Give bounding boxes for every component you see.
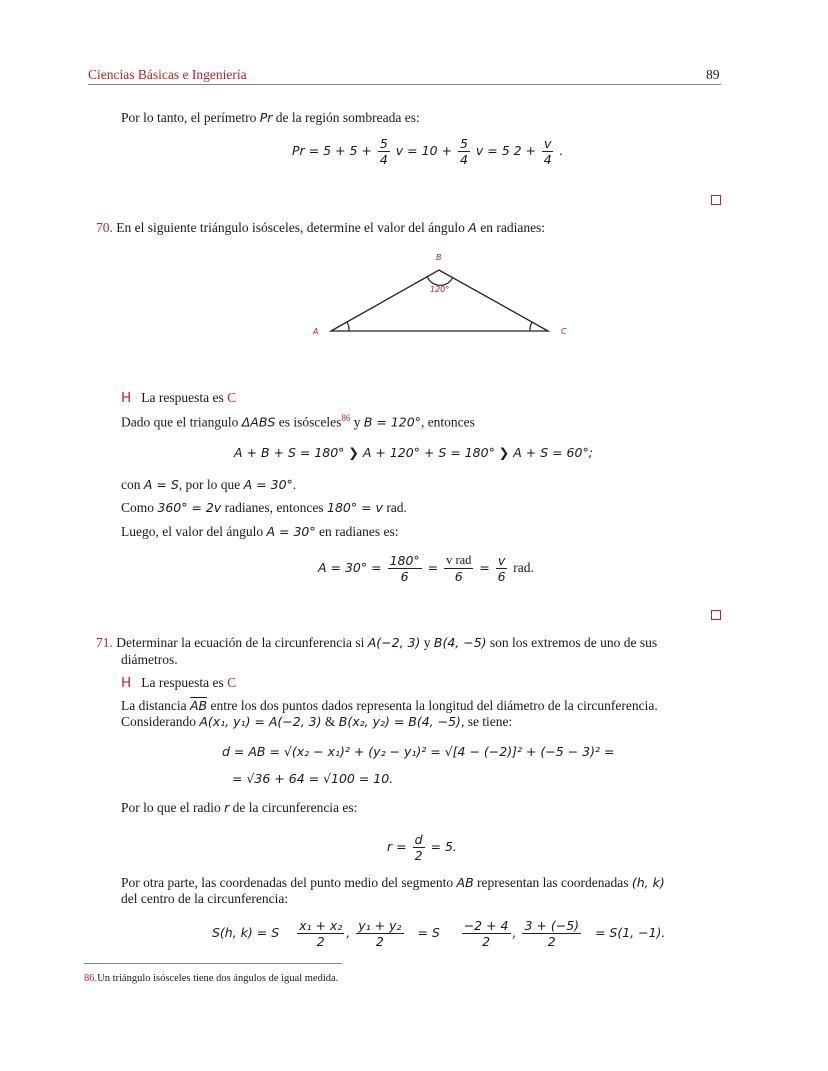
text: de la región sombreada es:	[272, 110, 420, 125]
answer-marker-icon: H	[121, 675, 132, 691]
text: de la circunferencia es:	[229, 800, 358, 815]
fraction	[297, 918, 344, 949]
p71-midpoint-intro	[121, 875, 665, 891]
running-header-title: Ciencias Básicas e Ingeniería	[88, 67, 247, 82]
text: .	[292, 477, 297, 492]
math: AB	[456, 875, 474, 890]
p71-radius-equation	[387, 832, 457, 863]
math: ΔABS	[241, 414, 276, 430]
denominator: 4	[543, 152, 552, 167]
fraction	[458, 136, 470, 167]
problem-70-statement	[96, 220, 545, 236]
text: Determinar la ecuación de la circunferencia si	[116, 635, 368, 650]
text: son los extremos de uno de sus	[486, 635, 658, 650]
text: con	[121, 477, 144, 492]
p71-distance-equation-line2: = √36 + 64 = √100 = 10.	[232, 771, 394, 786]
text: Por otra parte, las coordenadas del punto medio del segmento	[121, 875, 457, 890]
footnote	[84, 973, 338, 984]
p70-line2	[121, 477, 296, 493]
text: en radianes es:	[315, 524, 399, 539]
p70-line1	[121, 413, 475, 431]
math-var: A	[468, 220, 477, 235]
text: , se tiene:	[460, 714, 513, 729]
p70-angle-sum-equation: A + B + S = 180° ❯ A + 120° + S = 180° ❯ A + S = 60°;	[234, 445, 593, 460]
p70-line4	[121, 524, 398, 540]
eq-part: v = 10 +	[395, 143, 452, 158]
numerator: 5	[459, 136, 468, 151]
text: , por lo que	[178, 477, 244, 492]
denominator: 6	[497, 569, 506, 584]
denominator: 2	[482, 934, 491, 949]
text: Por lo tanto, el perímetro	[121, 110, 260, 125]
math: 360° = 2v	[157, 500, 222, 515]
perimeter-intro	[121, 110, 420, 126]
problem-number: 71.	[96, 635, 113, 650]
text: Considerando	[121, 714, 200, 729]
label-c: C	[561, 327, 567, 336]
problem-70-answer	[121, 390, 236, 406]
text: &	[321, 714, 339, 729]
qed-square-icon	[711, 610, 721, 620]
eq-part: = 5.	[430, 839, 457, 854]
math: B = 120°	[363, 414, 421, 430]
text: La distancia	[121, 698, 190, 713]
label-angle-120: 120°	[430, 285, 450, 294]
footnote-number: 86.	[84, 973, 98, 984]
text: es isósceles	[275, 414, 342, 430]
numerator: 3 + (−5)	[524, 918, 580, 933]
eq-part: A = 30° =	[318, 560, 382, 575]
numerator: v	[497, 553, 506, 568]
text: y	[420, 635, 434, 650]
p70-line3	[121, 500, 407, 516]
problem-71-statement	[96, 635, 657, 651]
eq-part: .	[559, 143, 564, 158]
p71-radius-intro	[121, 800, 357, 816]
fraction	[522, 918, 581, 949]
eq-part: S(h, k) = S	[212, 925, 280, 940]
denominator: 4	[379, 152, 388, 167]
text: , entonces	[420, 414, 475, 430]
math-var: Pr	[259, 110, 273, 125]
problem-71-answer	[121, 675, 236, 691]
label-b: B	[436, 253, 442, 262]
header-rule	[88, 84, 721, 85]
problem-71-statement-line2: diámetros.	[121, 652, 178, 667]
text: Por lo que el radio	[121, 800, 225, 815]
text: Luego, el valor del ángulo	[121, 524, 267, 539]
text: radianes, entonces	[221, 500, 327, 515]
p71-para1	[121, 698, 658, 714]
denominator: 2	[547, 934, 556, 949]
text: en radianes:	[476, 220, 546, 235]
math: A = S	[143, 477, 179, 492]
math: r	[224, 800, 230, 815]
text: Como	[121, 500, 158, 515]
footnote-rule	[84, 963, 342, 964]
denominator: 2	[316, 934, 325, 949]
answer-letter: C	[227, 675, 237, 690]
angle-b-arc	[427, 276, 453, 285]
text: rad.	[382, 500, 407, 515]
angle-c-arc	[530, 322, 532, 331]
math: (h, k)	[631, 875, 665, 890]
problem-number: 70.	[96, 220, 113, 235]
numerator: v rad	[446, 553, 472, 567]
fraction	[542, 136, 553, 167]
fraction	[356, 918, 403, 949]
text: representan las coordenadas	[473, 875, 632, 890]
eq-part: = S(1, −1).	[594, 925, 666, 940]
page-number: 89	[706, 67, 720, 82]
fraction	[462, 918, 511, 949]
p70-radian-equation: A = 30° = $\frac{180^\circ}{6}$ = $\frac{\text{v rad}}{6}$ = $\frac{v}{6}$ rad.	[318, 553, 534, 584]
text: y	[350, 414, 364, 430]
math: $\overline{AB}$	[189, 698, 208, 713]
fraction	[496, 553, 507, 584]
denominator: 2	[414, 848, 423, 863]
math: A = 30°	[266, 524, 316, 539]
eq-part: = S	[417, 925, 440, 940]
numerator: d	[414, 832, 423, 847]
p71-para2	[121, 714, 512, 730]
eq-part: Pr = 5 + 5 +	[292, 143, 372, 158]
math: B(x₂, y₂) = B(4, −5)	[338, 714, 461, 729]
angle-a-arc	[347, 322, 349, 331]
triangle-shape	[331, 270, 548, 331]
denominator: 6	[400, 569, 409, 584]
math: A(−2, 3)	[367, 635, 421, 650]
numerator: y₁ + y₂	[358, 918, 402, 933]
text: La respuesta es	[141, 390, 228, 405]
eq-part: v = 5 2 +	[475, 143, 537, 158]
eq-part: r =	[387, 839, 407, 854]
footnote-ref[interactable]: 86	[341, 413, 351, 423]
answer-letter: C	[227, 390, 237, 405]
p71-midpoint-intro-line2: del centro de la circunferencia:	[121, 891, 289, 906]
text: La respuesta es	[141, 675, 228, 690]
numerator: −2 + 4	[463, 918, 509, 933]
math: A = 30°	[243, 477, 293, 492]
p71-distance-equation-line1: d = AB = √(x₂ − x₁)² + (y₂ − y₁)² = √[4 − (−2)]² + (−5 − 3)² =	[222, 744, 615, 759]
numerator: v	[544, 136, 552, 151]
answer-marker-icon: H	[121, 390, 132, 406]
footnote-text: Un triángulo isósceles tiene dos ángulos de igual medida.	[97, 973, 339, 984]
eq-part: rad.	[513, 560, 534, 575]
numerator: x₁ + x₂	[299, 918, 343, 933]
math: B(4, −5)	[433, 635, 487, 650]
math: A(x₁, y₁) = A(−2, 3)	[199, 714, 322, 729]
numerator: 180°	[389, 553, 420, 568]
text: En el siguiente triángulo isósceles, determine el valor del ángulo	[116, 220, 469, 235]
qed-square-icon	[711, 195, 721, 205]
isosceles-triangle-figure	[300, 248, 580, 343]
text: Dado que el triangulo	[121, 414, 242, 430]
perimeter-equation	[292, 136, 563, 167]
math: 180° = v	[327, 500, 383, 515]
label-a: A	[313, 327, 319, 336]
p71-center-equation: S(h, k) = S $\frac{\text{x₁ + x₂}}{2}$ , $\frac{\text{y₁ + y₂}}{2}$ = S $\frac{-2 + 4}{2}$ , $\frac{3 + (-5)}{2}$ = S(1, −1).	[212, 918, 666, 949]
denominator: 2	[375, 934, 384, 949]
denominator: 6	[454, 569, 463, 584]
denominator: 4	[459, 152, 468, 167]
text: entre los dos puntos dados representa la longitud del diámetro de la circunferencia.	[207, 698, 658, 713]
numerator: 5	[379, 136, 388, 151]
fraction	[413, 832, 425, 863]
fraction	[388, 553, 422, 584]
fraction	[378, 136, 390, 167]
fraction	[444, 553, 473, 584]
